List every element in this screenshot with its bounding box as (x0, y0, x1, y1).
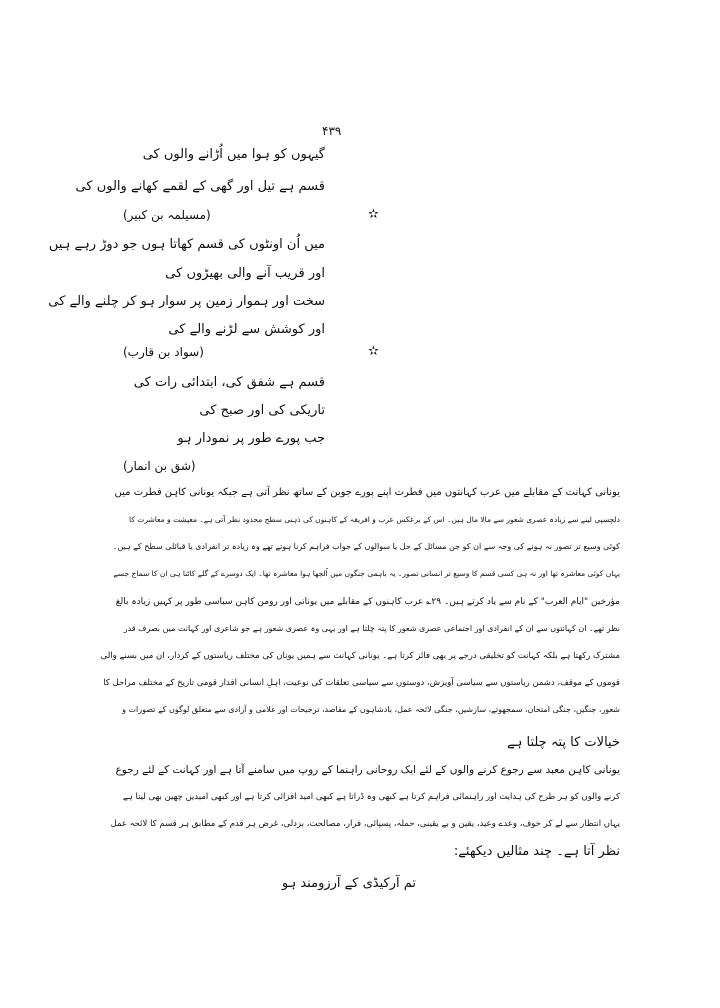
paragraph1-line: یونانی کہانت کے مقابلے میں عرب کہانتوں میں فطرت اپنے پورے جوبن کے ساتھ نظر آتی ہے جبکہ یونانی کاہن فطرت میں (114, 487, 620, 498)
poem1-line-1: گیہوں کو ہوا میں اُڑانے والوں کی (142, 147, 325, 162)
paragraph1-line: قوموں کے موقف، دشمن ریاستوں سے سیاسی آویزش، دوستوں سے سیاسی تعلقات کی نوعیت، اہلِ انسانی اقدار قومی تاریخ کے مختلف مراحل کا (103, 678, 620, 688)
paragraph1-line: یہاں کوئی معاشرہ تھا اور نہ ہی کسی قسم کا وسیع تر انسانی تصور۔ یہ باہمی جنگوں میں اُلجھا ہوا معاشرہ تھا۔ ایک دوسرے کے گلے کاٹنا ہی ان کا سماج جسے (113, 569, 620, 578)
paragraph1-line: شعور، جنگیں، جنگی امتحان، سمجھوتے، سازشیں، جنگی لائحہ عمل، بادشاہوں کے مقاصد، ترجیحات اور غلامی و آزادی سے متعلق لوگوں کے تصورات و (122, 705, 620, 714)
paragraph2-line: یہاں انتظار سے لے کر خوف، وعدے وعید، یقین و بے یقینی، حملہ، پسپائی، فرار، مصالحت، بزدلی، غرض ہر قدم کے مطابق ہر قسم کا لائحہ عمل (110, 819, 620, 829)
poem2-line-4: اور کوشش سے لڑنے والے کی (168, 322, 325, 337)
poem3-line-1: قسم ہے شفق کی، ابتدائی رات کی (133, 375, 325, 390)
paragraph1-line: نظر تھے۔ ان کہانتوں سے ان کے انفرادی اور اجتماعی عصری شعور کا پتہ چلتا ہے اور یہی وہ عصری شعور ہے جو شاعری اور کہانت میں بصرف قدر (123, 624, 620, 633)
paragraph1-line: مؤرخین "ایام العرب" کے نام سے یاد کرتے ہیں۔ ۲۹؎ عرب کاہنوں کے مقابلے میں یونانی اور رومن کاہن سیاسی طور پر کہیں زیادہ بالغ (115, 597, 620, 607)
paragraph2-line: یونانی کاہن معبد سے رجوع کرنے والوں کے لئے ایک روحانی راہنما کے روپ میں سامنے آتا ہے اور کہانت کے لئے رجوع (115, 764, 620, 776)
page-number: ۴۳۹ (322, 124, 342, 138)
paragraph2-line: کرنے والوں کو ہر طرح کی ہدایت اور راہنمائی فراہم کرتا ہے کبھی وہ ڈراتا ہے کبھی امید افزائی کرتا ہے اور کبھی امیدیں چھین بھی لیتا ہے (122, 792, 620, 802)
star-divider-icon: ✫ (368, 344, 379, 359)
paragraph1-line: کوئی وسیع تر تصور نہ ہونے کی وجہ سے ان کو جن مسائل کے حل یا سوالوں کے جواب فراہم کرنا ہوتے تھے وہ زیادہ تر انفرادی یا قبائلی سطح کے ہیں۔ (112, 542, 620, 551)
closing-verse-line: تم آرکیڈی کے آرزومند ہو (281, 876, 416, 891)
poem2-line-2: اور قریب آنے والی بھیڑوں کی (165, 266, 325, 281)
paragraph1-line: خیالات کا پتہ چلتا ہے (507, 735, 620, 750)
poem1-attribution: (مسیلمہ بن کبیر) (123, 208, 211, 222)
star-divider-icon: ✫ (368, 207, 379, 222)
poem3-attribution: (شق بن انمار) (123, 459, 196, 473)
poem3-line-2: تاریکی کی اور صبح کی (199, 403, 325, 418)
poem1-line-2: قسم ہے تیل اور گھی کے لقمے کھانے والوں کی (75, 179, 325, 194)
poem2-attribution: (سواد بن قارب) (123, 345, 204, 359)
paragraph1-line: دلچسپی لینے سے زیادہ عصری شعور سے مالا مال ہیں۔ اس کے برعکس عرب و افریقہ کے کاہنوں کی ذہنی سطح محدود نظر آتی ہے۔ معیشت و معاشرت کا (129, 515, 620, 524)
poem2-line-1: میں اُن اونٹوں کی قسم کھاتا ہوں جو دوڑ رہے ہیں (48, 237, 325, 252)
paragraph1-line: مشترک رکھتا ہے بلکہ کہانت کو تخلیقی درجے پر بھی فائز کرتا ہے۔ یونانی کہانت سے ہمیں یونان کی مختلف ریاستوں کے کردار، ان میں بسنے والی (100, 651, 620, 661)
paragraph2-line: نظر آتا ہے۔ چند مثالیں دیکھئے: (453, 844, 620, 859)
poem2-line-3: سخت اور ہموار زمین پر سوار ہو کر چلنے والے کی (48, 294, 325, 309)
poem3-line-3: جب پورے طور پر نمودار ہو (177, 431, 325, 446)
